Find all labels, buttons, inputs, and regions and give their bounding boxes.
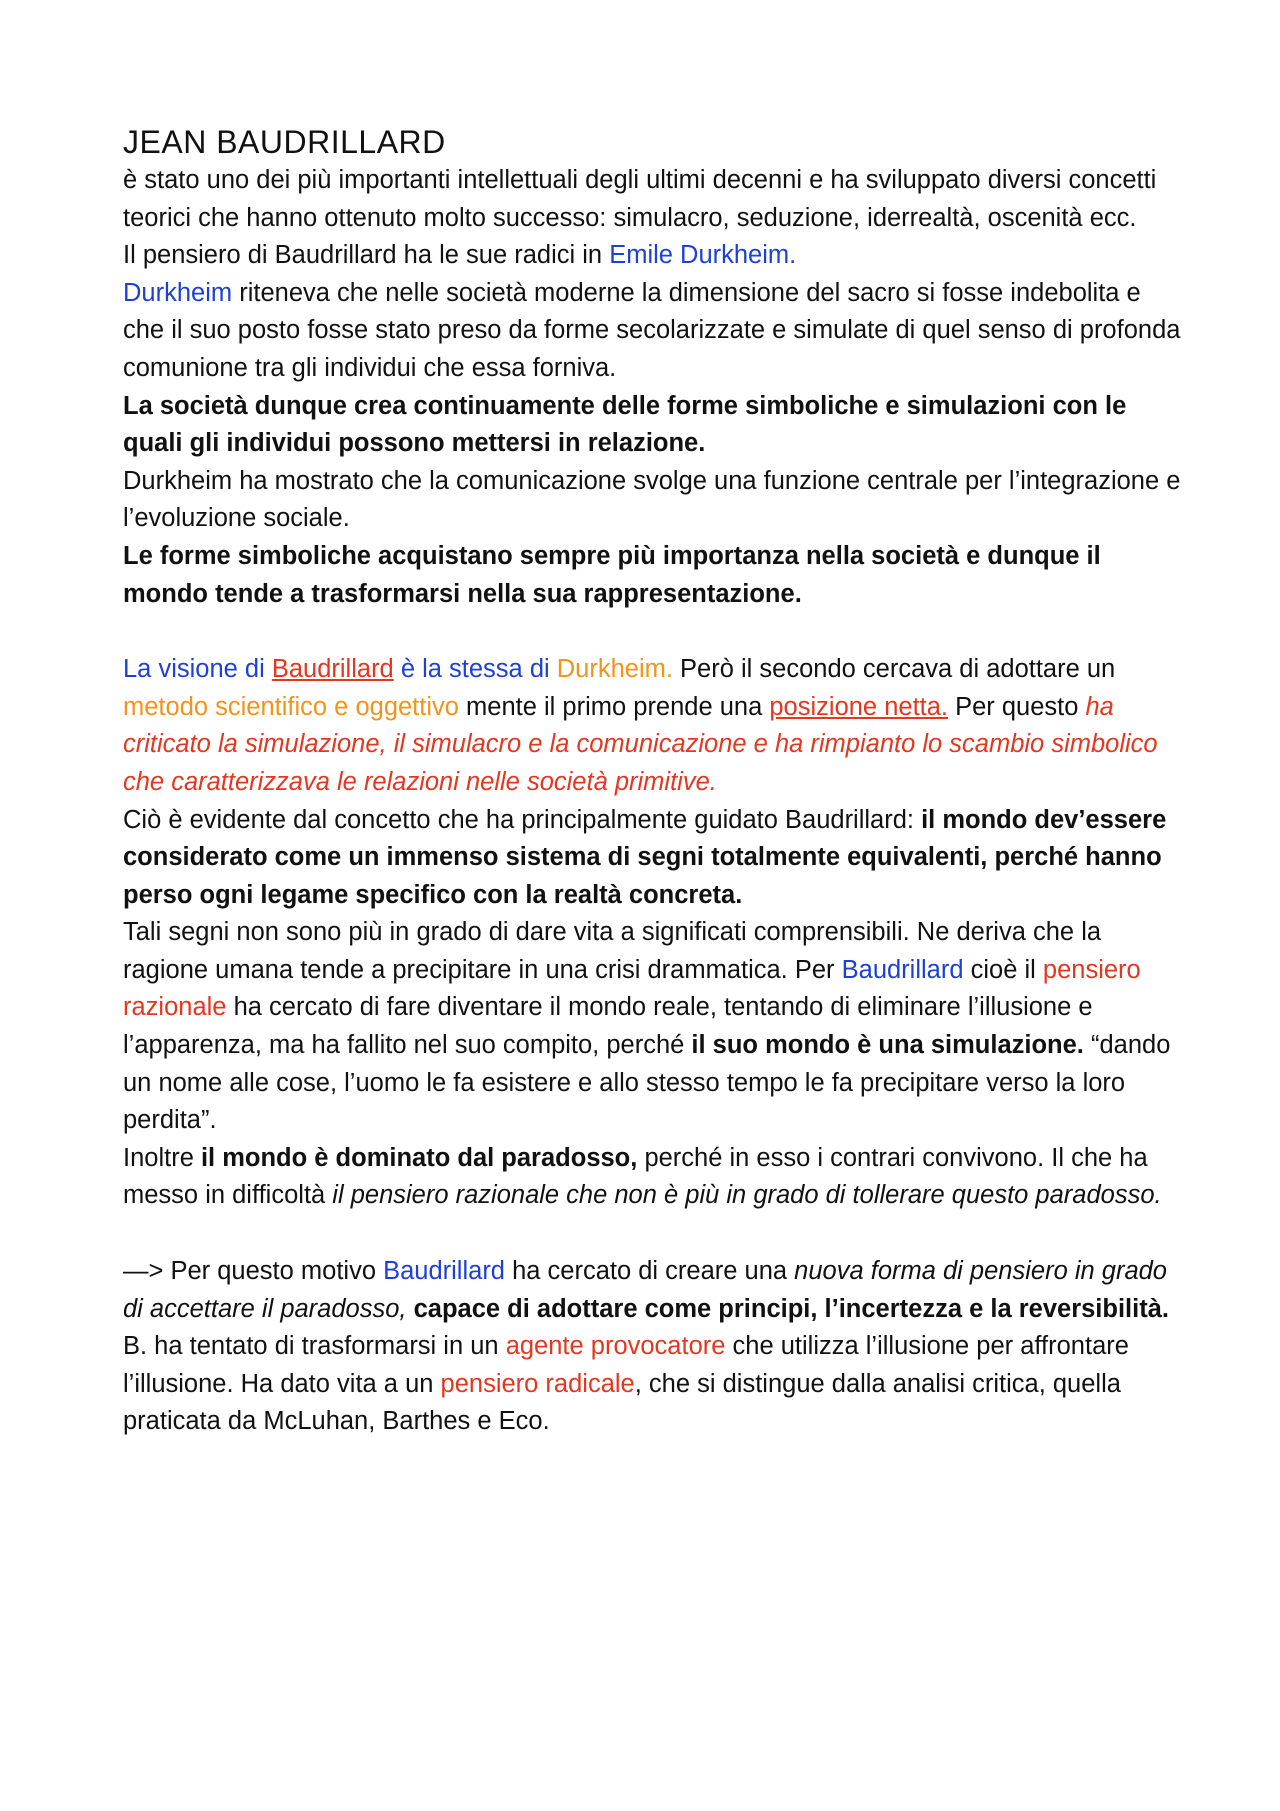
text: ha cercato di creare una [505,1257,795,1286]
text-bold: il mondo è dominato dal paradosso, [200,1143,638,1172]
text: Tali segni non sono più in grado di dare vita a significati comprensibili. Ne deriva che la ragione umana tende a precipitare in una crisi drammatica. Per [123,918,1102,984]
text: Per questo [948,692,1086,721]
text: Ciò è evidente dal concetto che ha principalmente guidato Baudrillard: [123,805,922,834]
text: B. ha tentato di trasformarsi in un [123,1332,506,1361]
text: perché in esso i contrari convivono. Il che ha messo in difficoltà [123,1143,1148,1210]
page-title: JEAN BAUDRILLARD [123,124,446,160]
highlight-durkheim: Durkheim [123,278,233,307]
highlight-baudrillard: Baudrillard [271,655,394,684]
highlight-rational-thought: pensiero razionale [123,955,1141,1022]
text: ha cercato di fare diventare il mondo reale, tentando di eliminare l’illusione e l’apparenza, ma ha fallito nel suo compito, perché [123,993,1093,1060]
text: riteneva che nelle società moderne la dimensione del sacro si fosse indebolita e che il suo posto fosse stato preso da forme secolarizzate e simulate di quel senso di profonda comunione tra gli individui che essa forniva. [123,278,1181,382]
paragraph-concept [123,802,1183,915]
paragraph-bold-society: La società dunque crea continuamente delle forme simboliche e simulazioni con le quali gli individui possono mettersi in relazione. [123,391,1127,458]
text-bold: capace di adottare come principi, l’incertezza e la reversibilità. [406,1294,1169,1323]
paragraph-new-thought [123,1253,1183,1328]
highlight-durkheim: Emile Durkheim. [609,241,797,270]
text: cioè il [963,955,1043,984]
paragraph-bold-forms: Le forme simboliche acquistano sempre più importanza nella società e dunque il mondo tende a trasformarsi nella sua rappresentazione. [123,541,1101,608]
paragraph-vision [123,651,1183,801]
text: che utilizza l’illusione per affrontare l’illusione. Ha dato vita a un [123,1332,1129,1398]
text: Inoltre [123,1143,201,1172]
highlight-criticism: ha criticato la simulazione, il simulacro e la comunicazione e ha rimpianto lo scambio simbolico che caratterizzava le relazioni nelle società primitive. [123,692,1158,796]
text: —> Per questo motivo [123,1257,384,1286]
highlight-agent: agente provocatore [505,1332,726,1361]
highlight-position: posizione netta. [769,692,948,721]
paragraph-durkheim [123,275,1183,388]
text-blue: è la stessa di [393,655,557,684]
text-italic: nuova forma di pensiero in grado di accettare il paradosso, [123,1257,1167,1323]
text: “dando un nome alle cose, l’uomo le fa esistere e allo stesso tempo le fa precipitare verso la loro perdita”. [123,1031,1171,1135]
paragraph-communication: Durkheim ha mostrato che la comunicazione svolge una funzione centrale per l’integrazione e l’evoluzione sociale. [123,466,1181,533]
paragraph-signs [123,914,1183,1140]
text: , che si distingue dalla analisi critica, quella praticata da McLuhan, Barthes e Eco. [123,1369,1121,1436]
spacer [123,1215,1183,1253]
highlight-method: metodo scientifico e oggettivo [123,692,459,721]
highlight-baudrillard: Baudrillard [841,955,964,984]
text-bold: il mondo dev’essere considerato come un immenso sistema di segni totalmente equivalenti, perché hanno perso ogni legame specifico con la realtà concreta. [123,805,1167,909]
highlight-radical-thought: pensiero radicale [440,1369,635,1398]
paragraph-provocateur [123,1328,1183,1441]
text: Il pensiero di Baudrillard ha le sue radici in [123,241,610,270]
paragraph-intro: è stato uno dei più importanti intellettuali degli ultimi decenni e ha sviluppato diversi concetti teorici che hanno ottenuto molto successo: simulacro, seduzione, iderrealtà, oscenità ecc. [123,166,1157,232]
text-bold: il suo mondo è una simulazione. [691,1031,1084,1060]
document-body [123,122,1183,1441]
highlight-durkheim: Durkheim. [556,655,673,684]
paragraph-roots [123,237,1183,275]
text-italic: il pensiero razionale che non è più in grado di tollerare questo paradosso. [332,1181,1162,1210]
paragraph-paradox [123,1140,1183,1215]
spacer [123,613,1183,651]
text: mente il primo prende una [458,692,770,721]
text: Però il secondo cercava di adottare un [672,655,1116,684]
text-blue: La visione di [123,655,272,684]
highlight-baudrillard: Baudrillard [383,1257,505,1286]
